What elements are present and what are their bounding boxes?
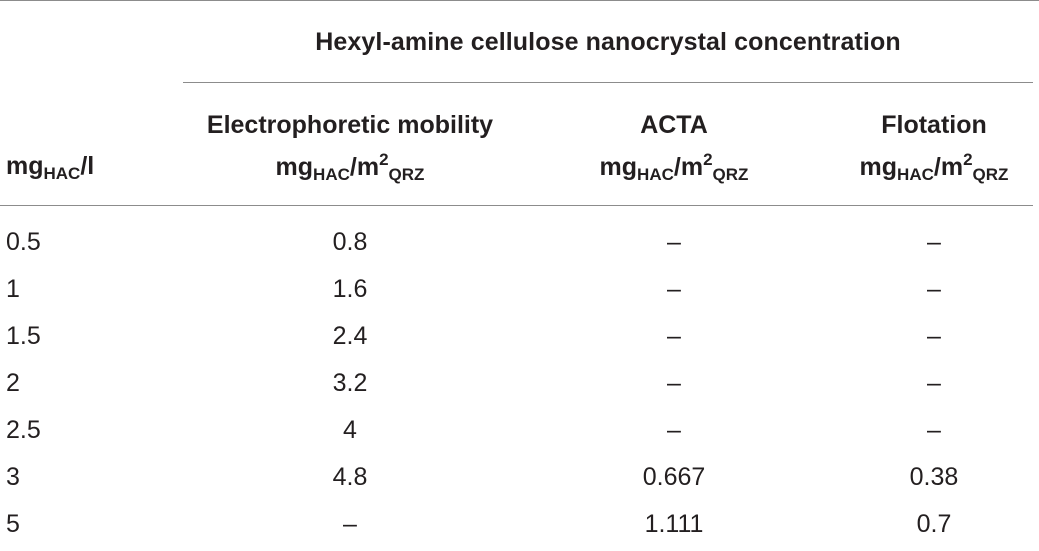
group-header-title: Hexyl-amine cellulose nanocrystal concentration (315, 28, 901, 56)
cell-concentration: 0.5 (6, 228, 41, 256)
table-top-rule (0, 0, 1039, 1)
cell-flotation: 0.38 (909, 463, 959, 491)
table-row (0, 316, 1039, 363)
cell-concentration: 5 (6, 510, 20, 538)
table-row (0, 410, 1039, 457)
cell-electrophoretic-mobility: 4 (343, 416, 357, 444)
cell-acta: – (667, 416, 681, 444)
cell-concentration: 1.5 (6, 322, 41, 350)
column-unit: $mg_{HAC}/m^2_{QRZ}$ (275, 150, 425, 184)
cell-electrophoretic-mobility: 4.8 (332, 463, 368, 491)
cell-electrophoretic-mobility: – (343, 510, 357, 538)
cell-flotation: – (927, 322, 941, 350)
group-header-rule (183, 82, 1033, 83)
cell-electrophoretic-mobility: 3.2 (332, 369, 368, 397)
cell-electrophoretic-mobility: 0.8 (332, 228, 368, 256)
table-body (0, 222, 1039, 551)
column-header-concentration: $mg_{HAC}/l$ (6, 152, 95, 183)
cell-concentration: 2.5 (6, 416, 41, 444)
column-header-flotation (834, 110, 1034, 182)
column-header-electrophoretic-mobility (183, 110, 517, 182)
table-row (0, 504, 1039, 551)
cell-flotation: 0.7 (916, 510, 952, 538)
cell-electrophoretic-mobility: 1.6 (332, 275, 368, 303)
column-title: Flotation (881, 111, 987, 139)
column-title: Electrophoretic mobility (206, 111, 494, 139)
cell-acta: – (667, 275, 681, 303)
cell-acta: – (667, 322, 681, 350)
cell-acta: – (667, 228, 681, 256)
table-row (0, 222, 1039, 269)
cell-acta: 1.111 (644, 510, 704, 538)
cell-electrophoretic-mobility: 2.4 (332, 322, 368, 350)
cell-flotation: – (927, 369, 941, 397)
column-unit: $mg_{HAC}/m^2_{QRZ}$ (859, 150, 1009, 184)
table-row (0, 363, 1039, 410)
cell-concentration: 3 (6, 463, 20, 491)
column-unit: $mg_{HAC}/m^2_{QRZ}$ (599, 150, 749, 184)
cell-acta: 0.667 (642, 463, 706, 491)
cell-flotation: – (927, 416, 941, 444)
cell-concentration: 1 (6, 275, 20, 303)
column-title: ACTA (640, 111, 708, 139)
column-header-acta (574, 110, 774, 182)
cell-flotation: – (927, 228, 941, 256)
header-bottom-rule (0, 205, 1033, 206)
cell-flotation: – (927, 275, 941, 303)
table-row (0, 457, 1039, 504)
table-row (0, 269, 1039, 316)
cell-concentration: 2 (6, 369, 20, 397)
cell-acta: – (667, 369, 681, 397)
